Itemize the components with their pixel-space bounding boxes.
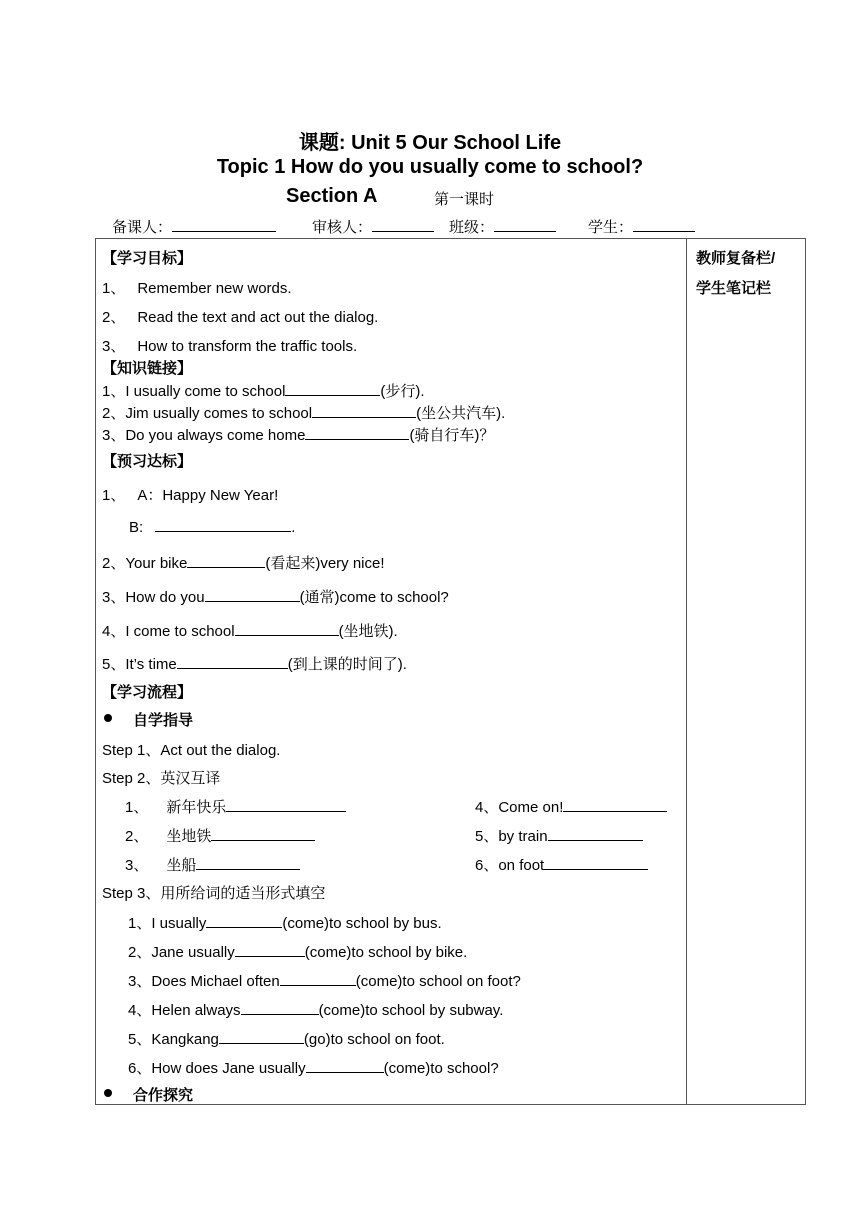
step-1: Step 1、Act out the dialog. [102, 742, 281, 759]
translate-item: 1、 新年快乐 [125, 796, 346, 817]
page-title: 课题: Unit 5 Our School Life [298, 132, 562, 154]
goal-item: 2、 Read the text and act out the dialog. [102, 309, 379, 326]
preview-heading: 【预习达标】 [102, 453, 193, 470]
fill-item: 2、Jane usually (come)to school by bike. [128, 944, 468, 961]
answer-blank[interactable] [177, 655, 288, 669]
section-label: Section A [286, 185, 378, 207]
self-study-heading: 自学指导 [133, 712, 194, 729]
answer-blank[interactable] [219, 1030, 304, 1044]
bullet-icon [104, 714, 112, 722]
knowledge-item: 2、Jim usually comes to school (坐公共汽车). [102, 405, 506, 422]
preview-item: 3、How do you (通常)come to school? [102, 589, 449, 606]
goal-item: 3、 How to transform the traffic tools. [102, 338, 358, 355]
fill-item: 4、Helen always (come)to school by subway. [128, 1002, 504, 1019]
fill-item: 5、Kangkang (go)to school on foot. [128, 1031, 445, 1048]
student-blank [633, 217, 695, 232]
answer-blank[interactable] [205, 588, 300, 602]
reviewed-by-blank [372, 217, 434, 232]
student-field: 学生： [588, 216, 695, 237]
process-heading: 【学习流程】 [102, 684, 193, 701]
answer-blank[interactable] [280, 972, 356, 986]
answer-blank[interactable] [206, 914, 282, 928]
lesson-label: 第一课时 [434, 191, 495, 208]
answer-blank[interactable] [235, 622, 339, 636]
answer-blank[interactable] [285, 382, 380, 396]
fill-item: 6、How does Jane usually (come)to school? [128, 1060, 499, 1077]
translate-item: 6、on foot [475, 854, 648, 875]
answer-blank[interactable] [563, 798, 667, 812]
knowledge-heading: 【知识链接】 [102, 360, 193, 377]
preview-item: 4、I come to school (坐地铁). [102, 623, 398, 640]
step-3: Step 3、用所给词的适当形式填空 [102, 885, 326, 902]
answer-blank[interactable] [305, 426, 409, 440]
answer-blank[interactable] [226, 798, 346, 812]
cooperation-heading: 合作探究 [133, 1087, 194, 1104]
goal-item: 1、 Remember new words. [102, 280, 292, 297]
side-column-heading-2: 学生笔记栏 [696, 280, 772, 297]
knowledge-item: 1、I usually come to school (步行). [102, 383, 425, 400]
bullet-icon [104, 1089, 112, 1097]
reviewed-by-field: 审核人： [312, 216, 434, 237]
preview-item: 5、It’s time (到上课的时间了). [102, 656, 407, 673]
column-divider [686, 238, 687, 1105]
prepared-by-blank [172, 217, 276, 232]
goals-heading: 【学习目标】 [102, 250, 193, 267]
translate-item: 4、Come on! [475, 796, 667, 817]
preview-item: 2、Your bike (看起来)very nice! [102, 555, 385, 572]
fill-item: 3、Does Michael often (come)to school on foot? [128, 973, 521, 990]
preview-item: 1、 A：Happy New Year! [102, 487, 279, 504]
prepared-by-field: 备课人： [112, 216, 276, 237]
step-2: Step 2、英汉互译 [102, 770, 221, 787]
answer-blank[interactable] [235, 943, 305, 957]
preview-item: B: . [129, 519, 296, 536]
answer-blank[interactable] [155, 518, 291, 532]
answer-blank[interactable] [211, 827, 315, 841]
translate-item: 5、by train [475, 825, 643, 846]
translate-item: 3、 坐船 [125, 854, 300, 875]
answer-blank[interactable] [312, 404, 416, 418]
side-column-heading-1: 教师复备栏/ [696, 250, 776, 267]
knowledge-item: 3、Do you always come home (骑自行车)？ [102, 427, 495, 444]
answer-blank[interactable] [196, 856, 300, 870]
translate-item: 2、 坐地铁 [125, 825, 315, 846]
fill-item: 1、I usually (come)to school by bus. [128, 915, 442, 932]
topic-title: Topic 1 How do you usually come to school? [216, 156, 644, 178]
answer-blank[interactable] [306, 1059, 384, 1073]
answer-blank[interactable] [187, 554, 265, 568]
class-field: 班级： [449, 216, 556, 237]
answer-blank[interactable] [544, 856, 648, 870]
class-blank [494, 217, 556, 232]
answer-blank[interactable] [241, 1001, 319, 1015]
answer-blank[interactable] [548, 827, 643, 841]
